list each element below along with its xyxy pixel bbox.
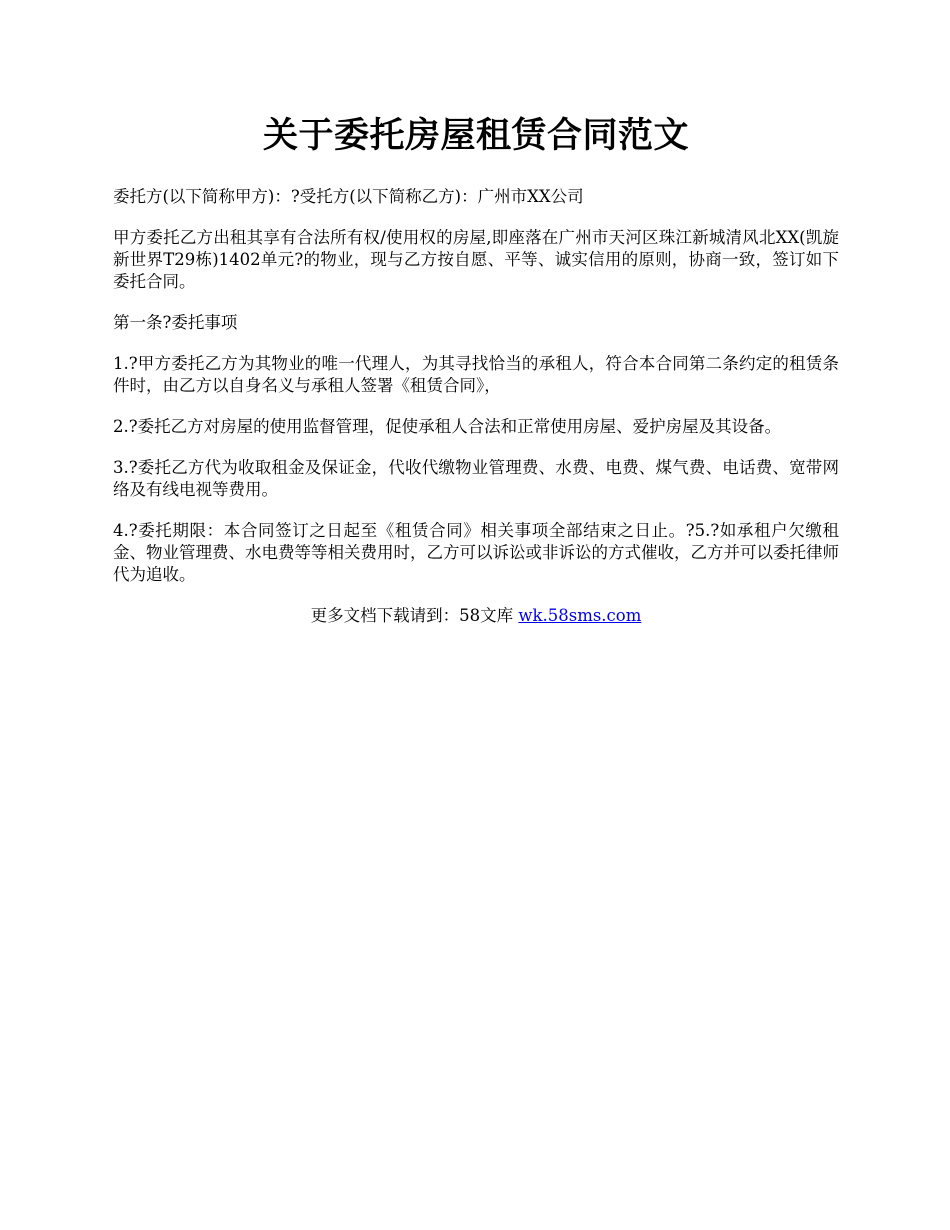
document-title: 关于委托房屋租赁合同范文 [262,115,689,156]
download-footer [113,605,839,627]
footer-prefix-text: 更多文档下载请到：58文库 [310,606,519,625]
clause-4-5-paragraph: 4.?委托期限：本合同签订之日起至《租赁合同》相关事项全部结束之日止。?5.?如承租户欠缴租金、物业管理费、水电费等等相关费用时，乙方可以诉讼或非诉讼的方式催收，乙方并可以委托律师代为追收。 [113,521,839,584]
document-page [113,108,839,627]
section-heading-article-1: 第一条?委托事项 [113,313,238,332]
intro-paragraph: 甲方委托乙方出租其享有合法所有权/使用权的房屋,即座落在广州市天河区珠江新城清风北XX(凯旋新世界T29栋)1402单元?的物业，现与乙方按自愿、平等、诚实信用的原则，协商一致，签订如下委托合同。 [113,228,839,291]
party-info-paragraph: 委托方(以下简称甲方)：?受托方(以下简称乙方)：广州市XX公司 [113,187,584,206]
download-site-link[interactable]: wk.58sms.com [518,606,642,625]
clause-2-paragraph: 2.?委托乙方对房屋的使用监督管理，促使承租人合法和正常使用房屋、爱护房屋及其设备。 [113,417,782,436]
clause-1-paragraph: 1.?甲方委托乙方为其物业的唯一代理人，为其寻找恰当的承租人，符合本合同第二条约定的租赁条件时，由乙方以自身名义与承租人签署《租赁合同》， [113,354,839,395]
clause-3-paragraph: 3.?委托乙方代为收取租金及保证金，代收代缴物业管理费、水费、电费、煤气费、电话费、宽带网络及有线电视等费用。 [113,458,839,499]
